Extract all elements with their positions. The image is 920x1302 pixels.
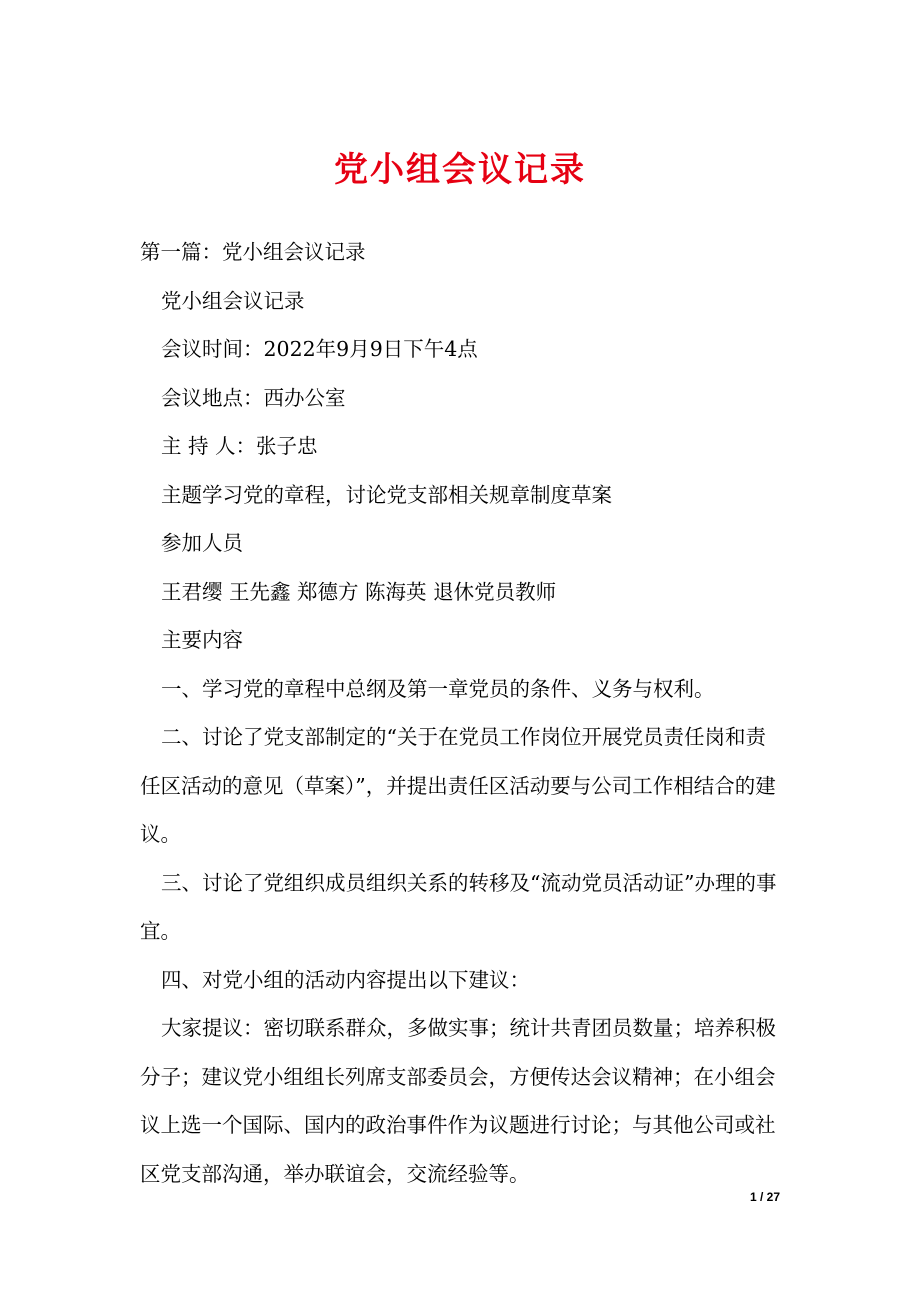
content-item-4: 四、对党小组的活动内容提出以下建议：	[161, 967, 530, 992]
document-title: 党小组会议记录	[334, 150, 586, 190]
attendees-label: 参加人员	[161, 531, 243, 555]
meeting-location: 会议地点：西办公室	[161, 385, 346, 410]
meeting-host: 主 持 人：张子忠	[161, 434, 318, 458]
content-item-1: 一、学习党的章程中总纲及第一章党员的条件、义务与权利。	[161, 676, 715, 701]
document-body	[140, 228, 782, 1198]
main-content-label: 主要内容	[161, 628, 243, 652]
suggestions-paragraph: 大家提议：密切联系群众，多做实事；统计共青团员数量；培养积极分子；建议党小组组长列席支部委员会，方便传达会议精神；在小组会议上选一个国际、国内的政治事件作为议题进行讨论；与其他公司或社区党支部沟通，举办联谊会，交流经验等。	[140, 1016, 776, 1186]
content-item-3: 三、讨论了党组织成员组织关系的转移及“流动党员活动证”办理的事宜。	[140, 870, 777, 943]
content-item-2: 二、讨论了党支部制定的“关于在党员工作岗位开展党员责任岗和责任区活动的意见（草案）”，并提出责任区活动要与公司工作相结合的建议。	[140, 725, 776, 846]
section-heading: 第一篇：党小组会议记录	[140, 240, 366, 264]
paragraph: 党小组会议记录	[161, 288, 305, 313]
page-number: 1 / 27	[749, 1190, 780, 1204]
meeting-time: 会议时间：2022年9月9日下午4点	[161, 337, 478, 361]
attendees-list: 王君缨 王先鑫 郑德方 陈海英 退休党员教师	[161, 579, 557, 604]
meeting-topic: 主题学习党的章程，讨论党支部相关规章制度草案	[161, 482, 612, 507]
